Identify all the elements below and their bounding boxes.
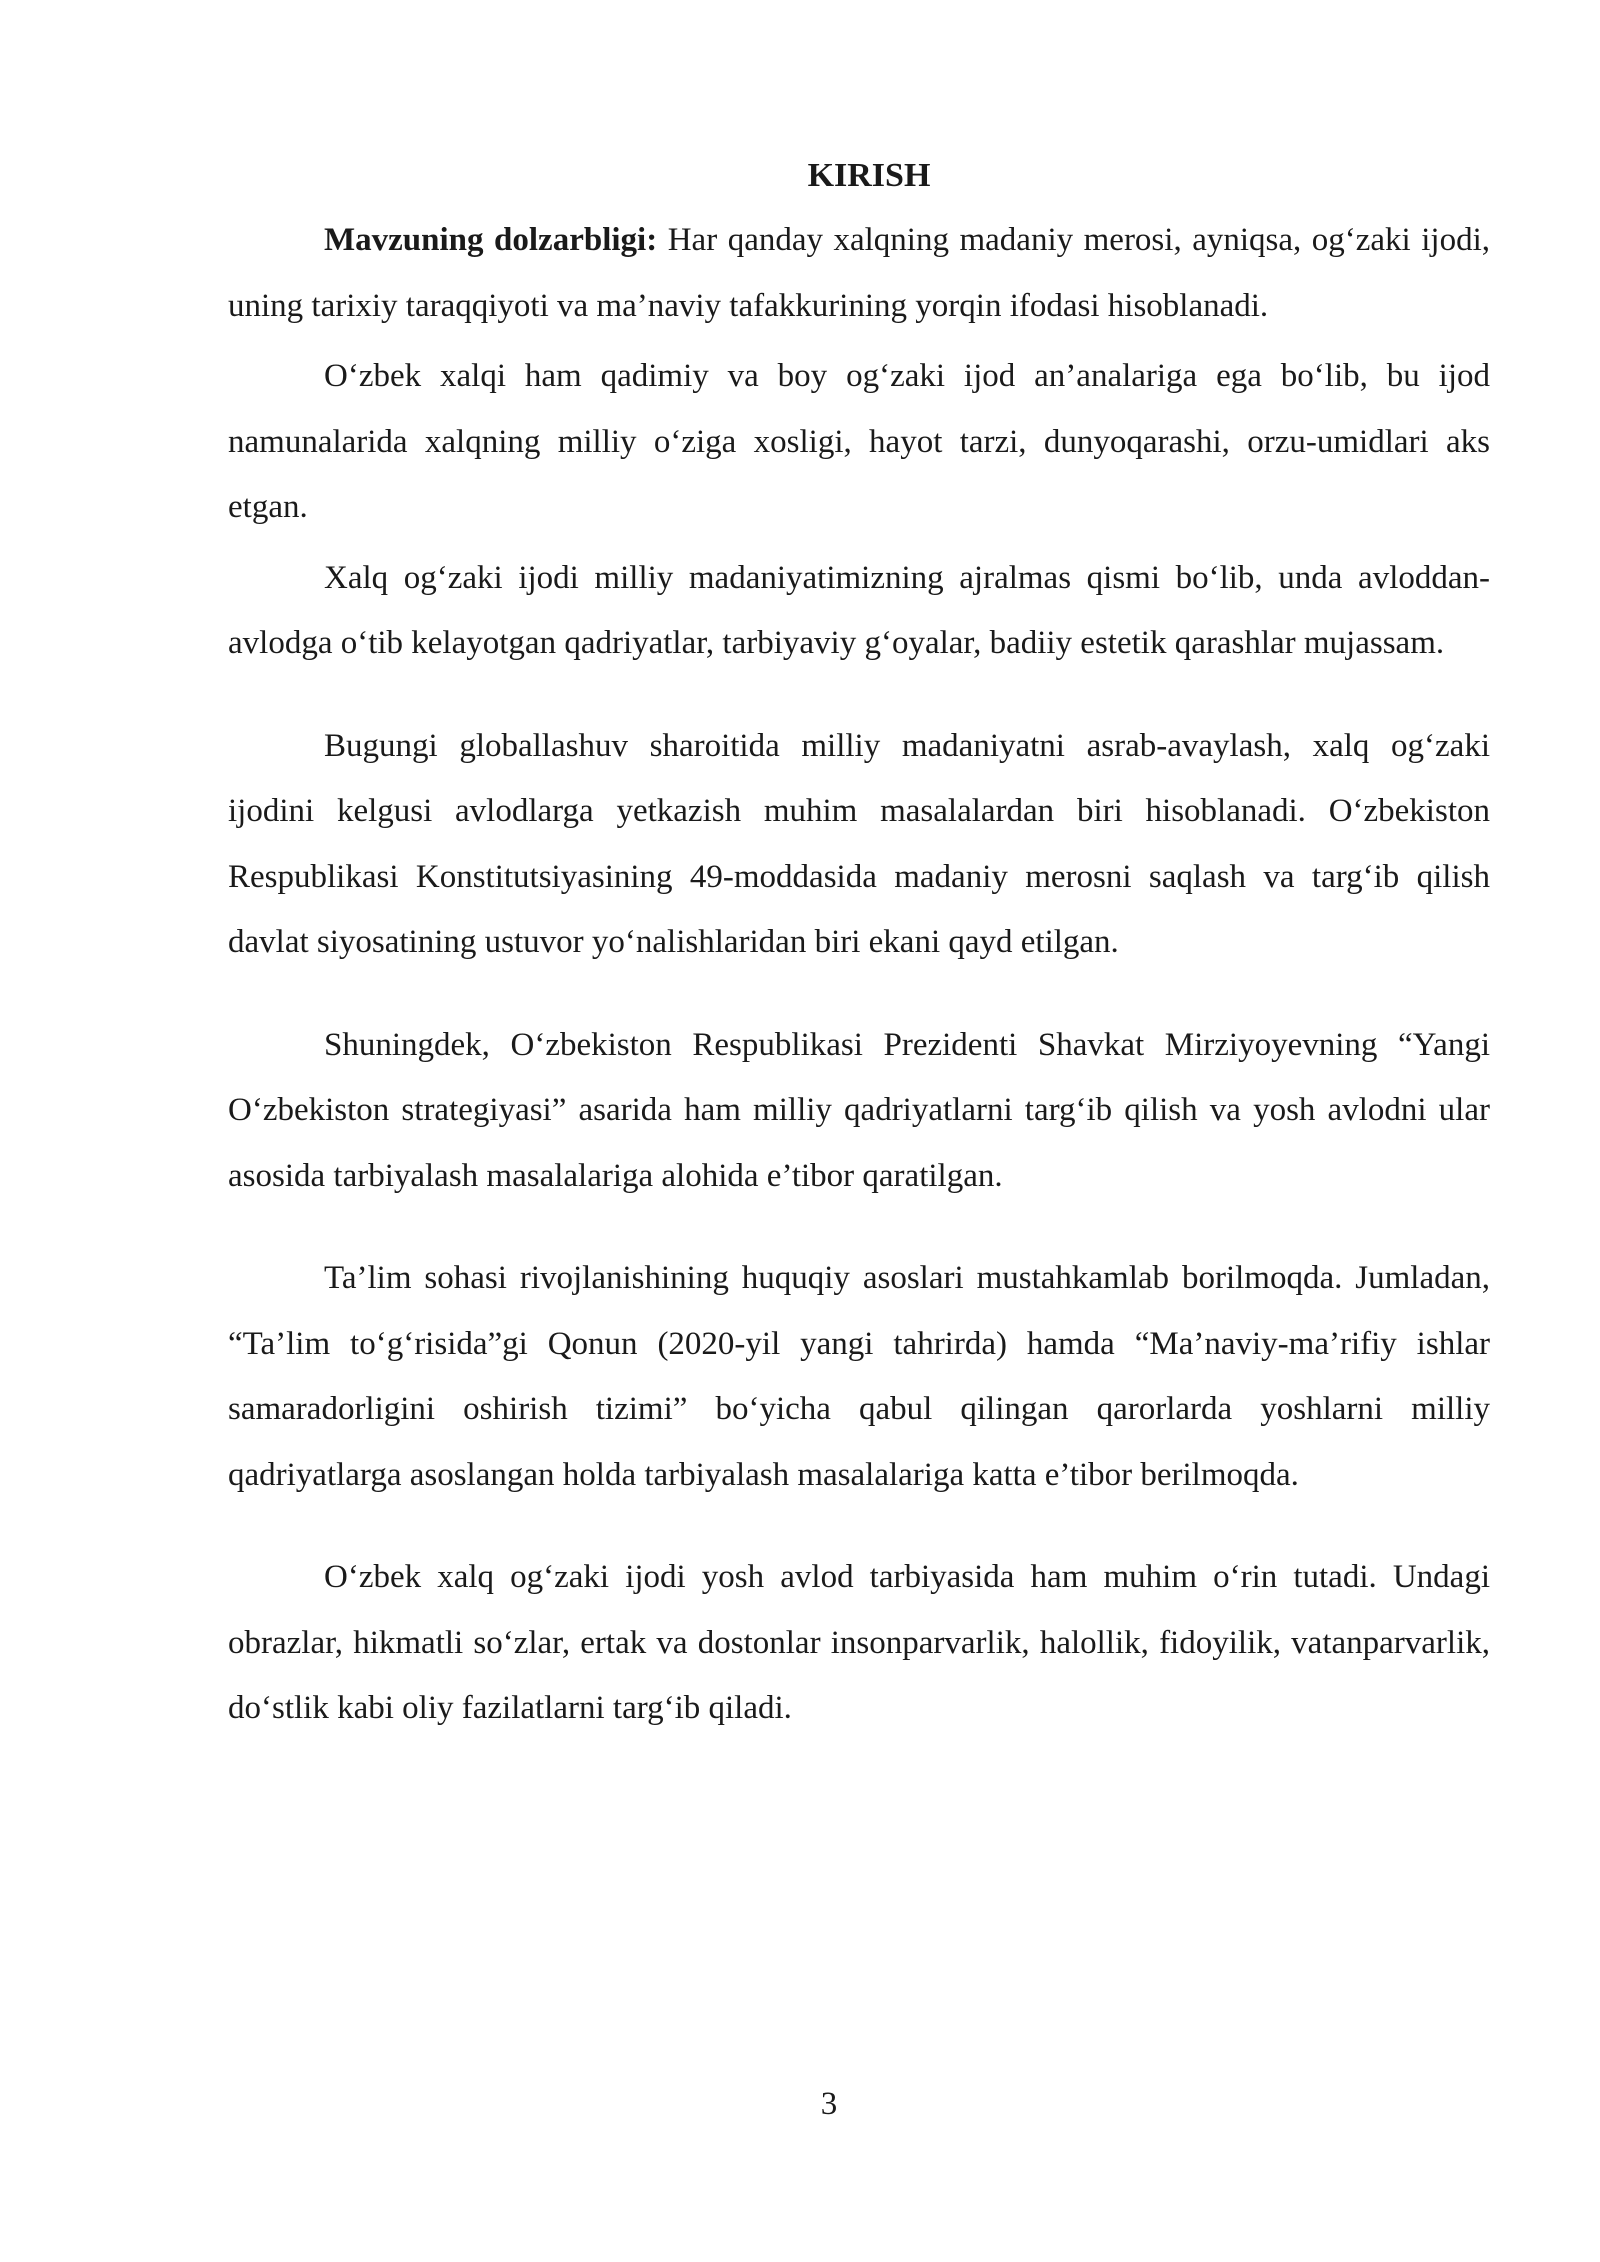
paragraph-3: Xalq og‘zaki ijodi milliy madaniyatimizning ajralmas qismi bo‘lib, unda avloddan-avlodga o‘tib kelayotgan qadriyatlar, tarbiyaviy g‘oyalar, badiiy estetik qarashlar mujassam. (228, 559, 1490, 661)
section-heading: KIRISH (807, 157, 931, 194)
paragraph-4: Bugungi globallashuv sharoitida milliy madaniyatni asrab-avaylash, xalq og‘zaki ijodini kelgusi avlodlarga yetkazish muhim masalalardan biri hisoblanadi. O‘zbekiston Respublikasi Konstitutsiyasining 49-moddasida madaniy merosni saqlash va targ‘ib qilish davlat siyosatining ustuvor yo‘nalishlaridan biri ekani qayd etilgan. (228, 727, 1490, 960)
paragraph-5: Shuningdek, O‘zbekiston Respublikasi Prezidenti Shavkat Mirziyoyevning “Yangi O‘zbekiston strategiyasi” asarida ham milliy qadriyatlarni targ‘ib qilish va yosh avlodni ular asosida tarbiyalash masalalariga alohida e’tibor qaratilgan. (228, 1026, 1490, 1194)
paragraph-2: O‘zbek xalqi ham qadimiy va boy og‘zaki ijod an’analariga ega bo‘lib, bu ijod namunalarida xalqning milliy o‘ziga xosligi, hayot tarzi, dunyoqarashi, orzu-umidlari aks etgan. (228, 358, 1490, 525)
page-number: 3 (820, 2086, 838, 2122)
relevance-label: Mavzuning dolzarbligi: (324, 222, 658, 258)
relevance-text: Har qanday xalqning madaniy merosi, ayniqsa, og‘zaki ijodi, uning tarixiy taraqqiyoti va ma’naviy tafakkurining yorqin ifodasi hisoblanadi. (228, 222, 1490, 324)
page-body (228, 148, 1490, 1742)
paragraph-6: Ta’lim sohasi rivojlanishining huquqiy asoslari mustahkamlab borilmoqda. Jumladan, “Ta’lim to‘g‘risida”gi Qonun (2020-yil yangi tahrirda) hamda “Ma’naviy-ma’rifiy ishlar samaradorligini oshirish tizimi” bo‘yicha qabul qilingan qarorlarda yoshlarni milliy qadriyatlarga asoslangan holda tarbiyalash masalalariga katta e’tibor berilmoqda. (228, 1260, 1490, 1493)
paragraph-7: O‘zbek xalq og‘zaki ijodi yosh avlod tarbiyasida ham muhim o‘rin tutadi. Undagi obrazlar, hikmatli so‘zlar, ertak va dostonlar insonparvarlik, halollik, fidoyilik, vatanparvarlik, do‘stlik kabi oliy fazilatlarni targ‘ib qiladi. (228, 1559, 1490, 1726)
paragraph-relevance (228, 208, 1490, 339)
